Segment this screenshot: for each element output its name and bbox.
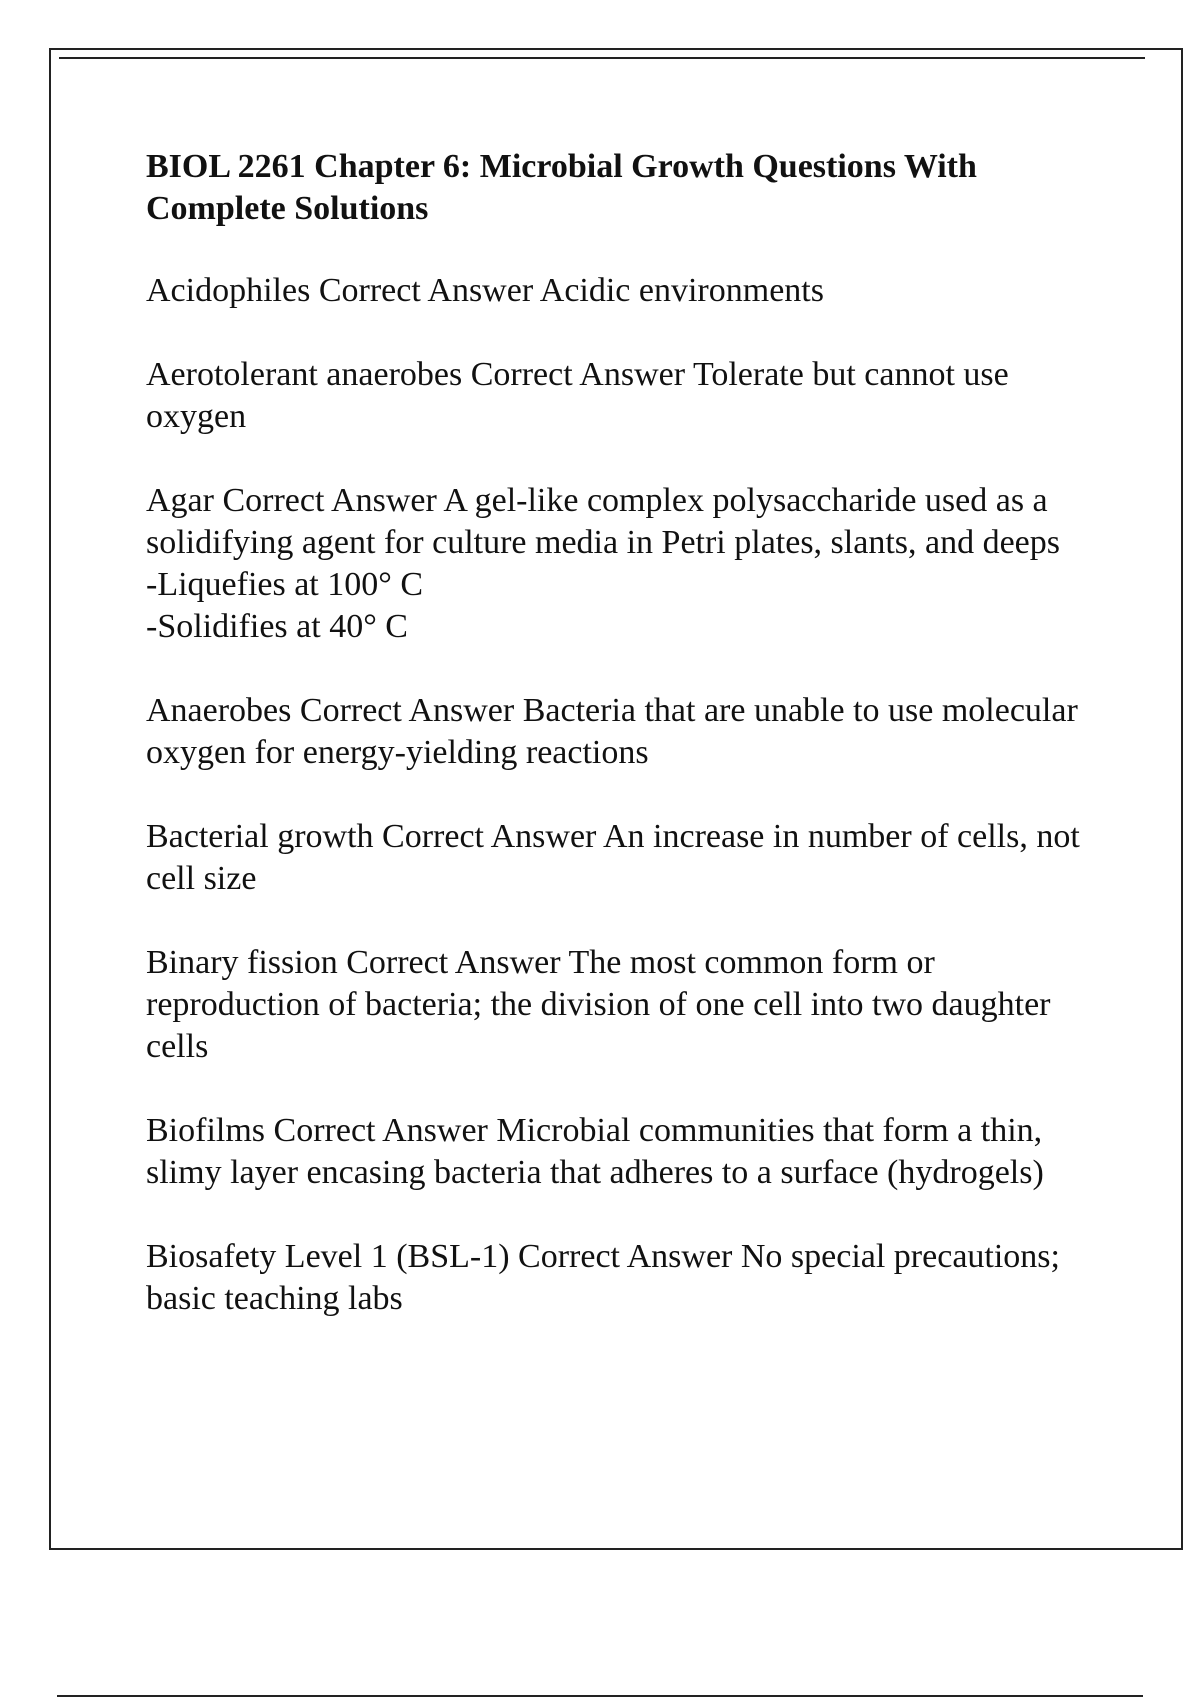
- entry-answer: Microbial communities that form a thin, slimy layer encasing bacteria that adheres to a surface (hydrogels): [146, 1112, 1051, 1191]
- document-body: [146, 146, 1096, 1362]
- entry-note: -Liquefies at 100° C: [146, 566, 424, 603]
- qa-entry-acidophiles: [146, 270, 1096, 312]
- qa-entry-aerotolerant-anaerobes: [146, 354, 1096, 438]
- top-rule: [59, 57, 1145, 59]
- document-title: BIOL 2261 Chapter 6: Microbial Growth Questions With Complete Solutions: [146, 148, 977, 227]
- entry-answer: An increase in number of cells, not cell size: [146, 818, 1089, 897]
- entry-term: Biofilms: [146, 1112, 266, 1149]
- entry-answer: No special precautions; basic teaching labs: [146, 1238, 1069, 1317]
- entry-answer: A gel-like complex polysaccharide used as a solidifying agent for culture media in Petri plates, slants, and deeps: [146, 482, 1060, 561]
- qa-entry-anaerobes: [146, 690, 1096, 774]
- entry-separator: Correct Answer: [518, 1238, 733, 1275]
- entry-term: Agar: [146, 482, 214, 519]
- qa-entry-binary-fission: [146, 942, 1096, 1068]
- entry-note: -Solidifies at 40° C: [146, 608, 408, 645]
- bottom-rule: [57, 1695, 1143, 1697]
- entry-term: Anaerobes: [146, 692, 292, 729]
- entry-separator: Correct Answer: [273, 1112, 488, 1149]
- qa-entry-biosafety-level-1: [146, 1236, 1096, 1320]
- entry-answer: Tolerate but cannot use oxygen: [146, 356, 1018, 435]
- entry-separator: Correct Answer: [382, 818, 597, 855]
- entry-term: Acidophiles: [146, 272, 311, 309]
- entry-answer: The most common form or reproduction of bacteria; the division of one cell into two daughter cells: [146, 944, 1060, 1065]
- entry-term: Aerotolerant anaerobes: [146, 356, 463, 393]
- qa-entry-agar: [146, 480, 1096, 648]
- entry-answer: Bacteria that are unable to use molecular oxygen for energy-yielding reactions: [146, 692, 1087, 771]
- qa-entry-bacterial-growth: [146, 816, 1096, 900]
- entry-separator: Correct Answer: [222, 482, 437, 519]
- entry-separator: Correct Answer: [346, 944, 561, 981]
- entry-term: Binary fission: [146, 944, 338, 981]
- entry-separator: Correct Answer: [318, 272, 534, 309]
- entry-separator: Correct Answer: [470, 356, 686, 393]
- entry-term: Bacterial growth: [146, 818, 374, 855]
- entry-term: Biosafety Level 1 (BSL-1): [146, 1238, 510, 1275]
- entry-answer: Acidic environments: [539, 272, 824, 309]
- entry-separator: Correct Answer: [299, 692, 515, 729]
- qa-entry-biofilms: [146, 1110, 1096, 1194]
